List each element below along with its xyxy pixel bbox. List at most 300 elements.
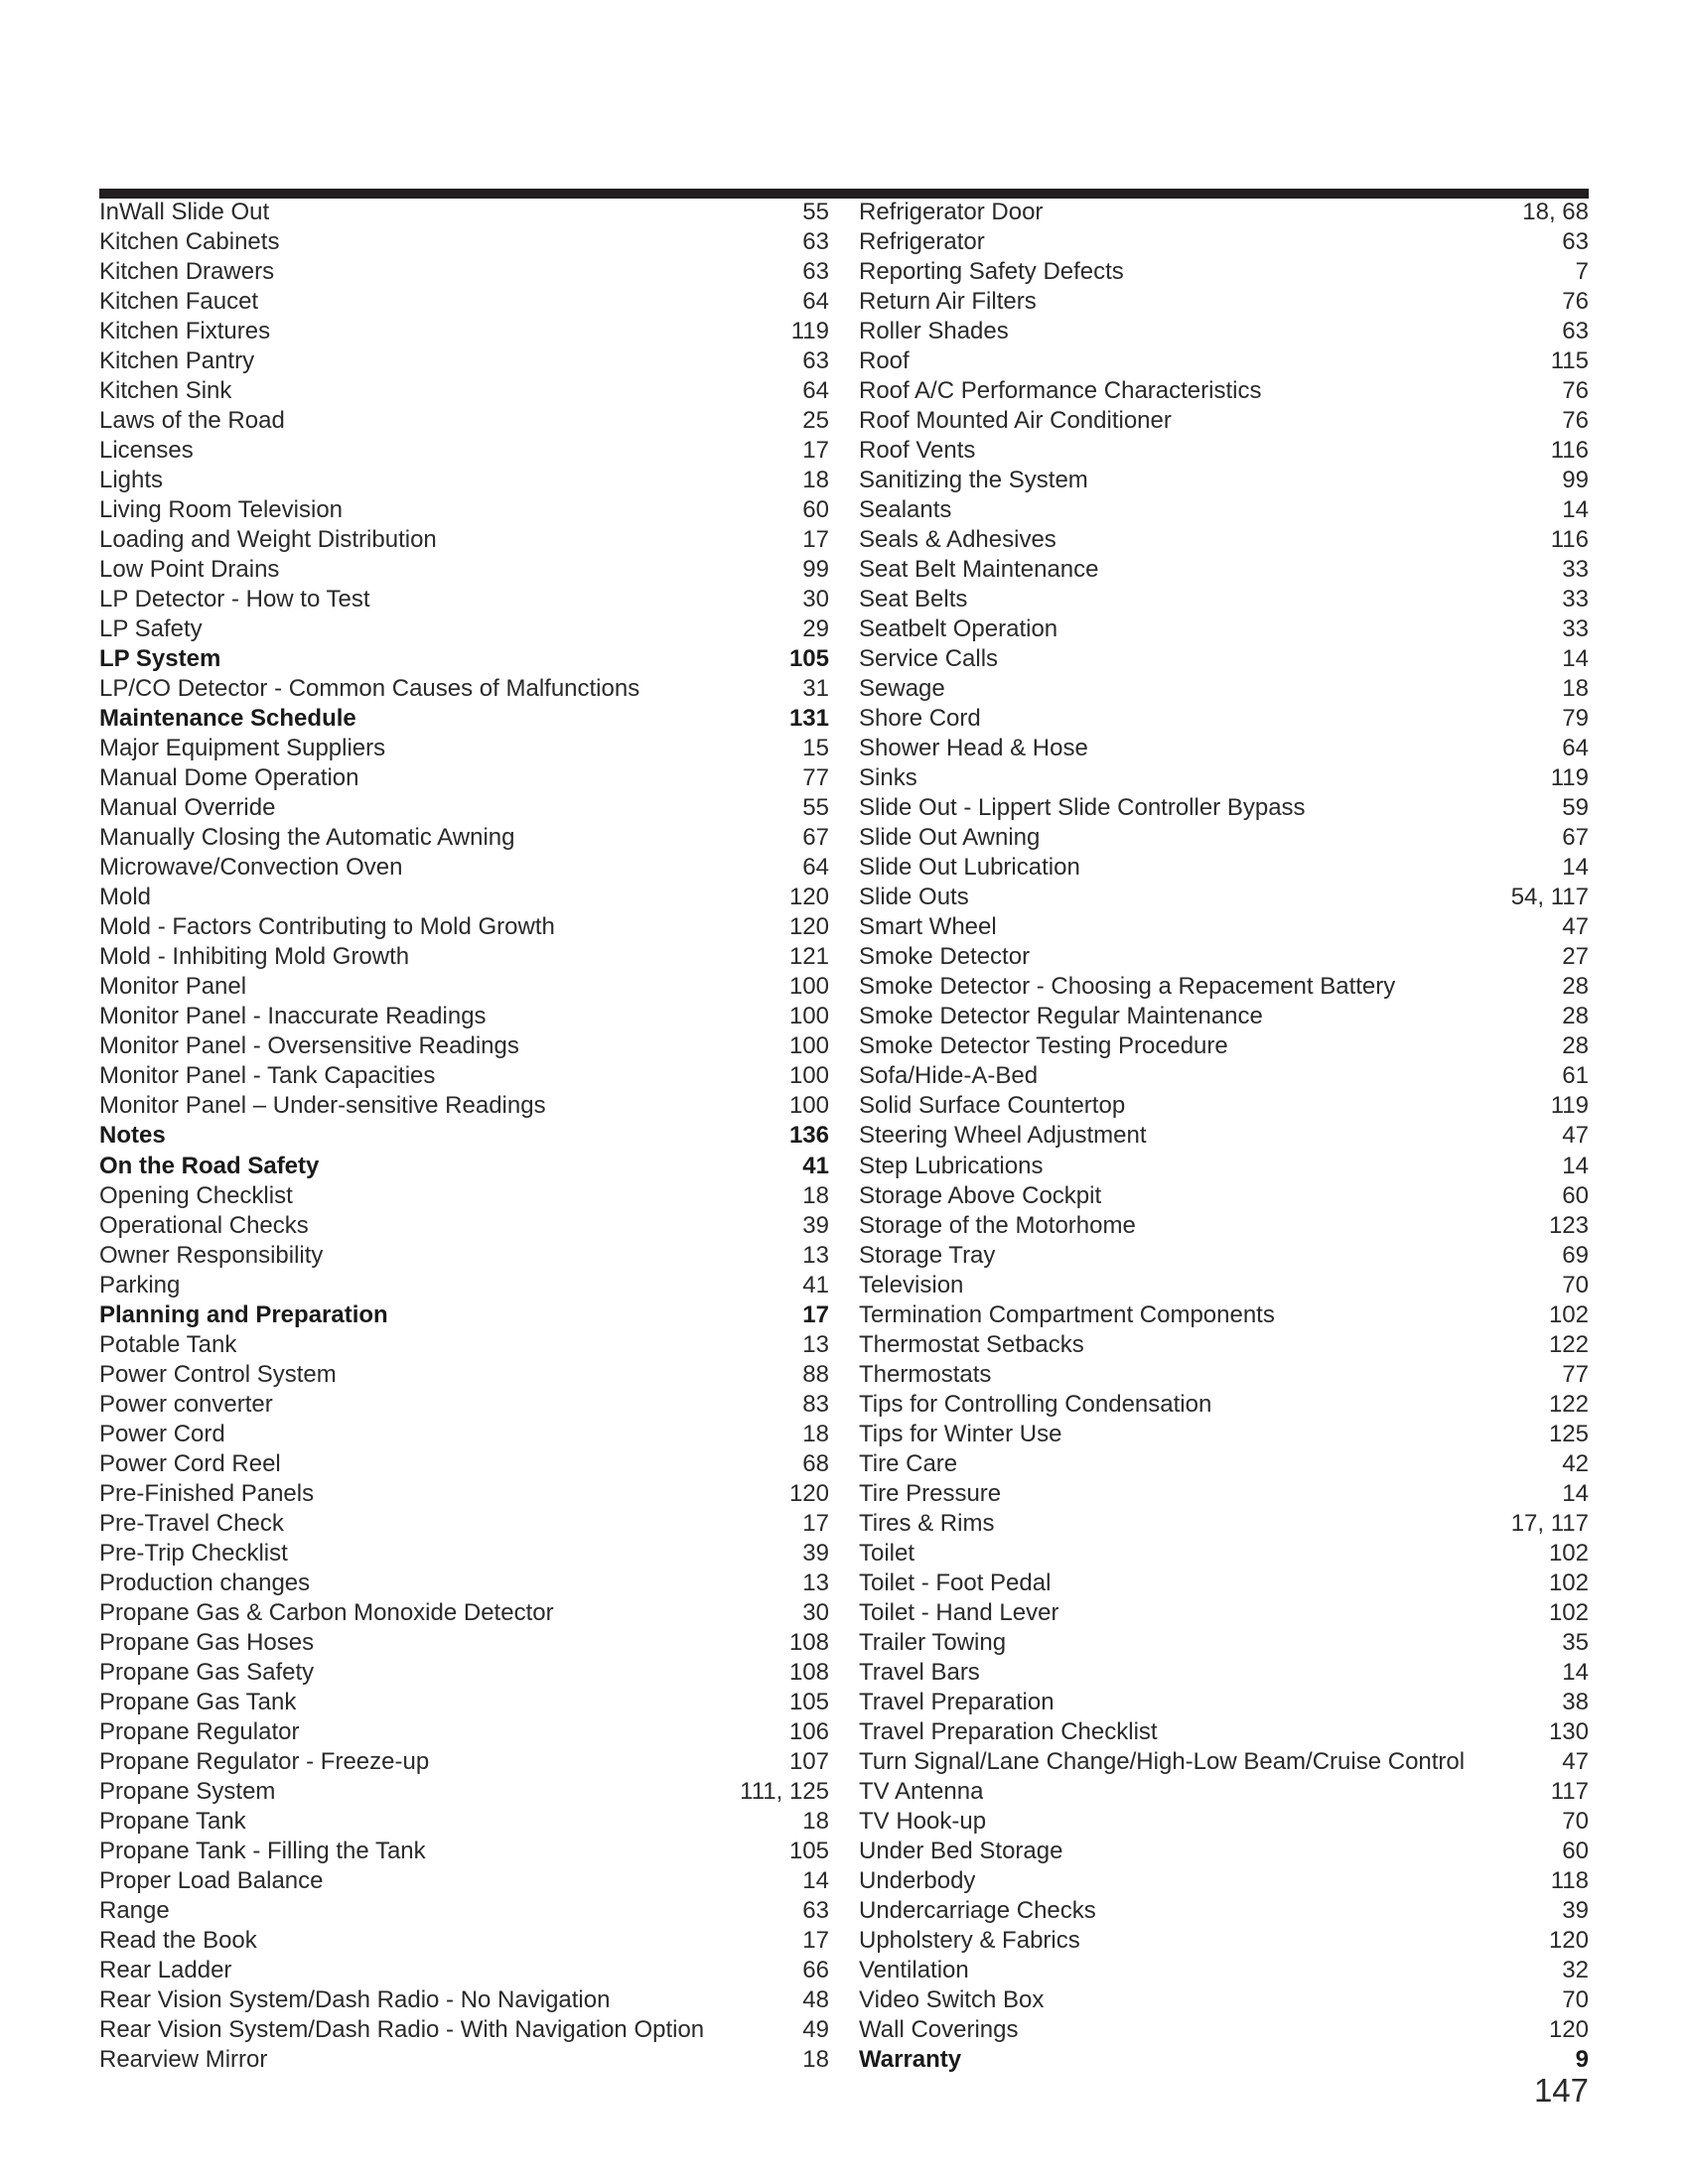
- index-entry: [859, 614, 1589, 644]
- index-entry-page: 47: [1562, 1122, 1589, 1150]
- index-entry-label: Range: [99, 1896, 170, 1924]
- index-entry: [99, 227, 829, 257]
- index-entry: [859, 287, 1589, 317]
- index-entry-page: 100: [788, 1003, 829, 1030]
- index-entry-label: Propane Gas Safety: [99, 1658, 315, 1686]
- index-entry-page: 66: [802, 1956, 829, 1983]
- index-entry-page: 63: [1562, 318, 1589, 345]
- index-entry-label: Kitchen Fixtures: [99, 318, 271, 345]
- index-entry-page: 48: [802, 1985, 829, 2013]
- index-entry-page: 102: [1548, 1598, 1589, 1626]
- index-entry-label: Kitchen Cabinets: [99, 228, 280, 256]
- index-entry-label: Propane Regulator - Freeze-up: [99, 1747, 430, 1775]
- index-entry: [99, 1211, 829, 1241]
- index-entry: [859, 883, 1589, 912]
- index-entry-label: Monitor Panel - Inaccurate Readings: [99, 1003, 487, 1030]
- index-entry: [99, 1688, 829, 1717]
- index-entry-page: 83: [802, 1390, 829, 1418]
- index-entry-label: Propane System: [99, 1777, 276, 1805]
- index-entry-page: 35: [1562, 1628, 1589, 1656]
- index-entry-label: Propane Regulator: [99, 1717, 300, 1745]
- index-entry-page: 120: [788, 1479, 829, 1507]
- index-entry: [99, 763, 829, 793]
- index-entry-label: Mold: [99, 884, 152, 911]
- index-entry: [99, 1509, 829, 1539]
- index-entry: [859, 1688, 1589, 1717]
- index-entry-label: LP Safety: [99, 615, 203, 643]
- index-entry: [859, 704, 1589, 734]
- index-entry-page: 18: [802, 467, 829, 494]
- index-entry: [859, 525, 1589, 555]
- index-entry: [859, 1985, 1589, 2015]
- index-entry-page: 67: [1562, 824, 1589, 852]
- index-entry-label: Monitor Panel: [99, 973, 247, 1001]
- index-entry: [859, 942, 1589, 972]
- index-entry-page: 117: [1550, 1777, 1589, 1805]
- index-entry-page: 17: [802, 437, 829, 465]
- index-entry-page: 33: [1562, 615, 1589, 643]
- index-entry-page: 70: [1562, 1271, 1589, 1298]
- index-entry-label: Manually Closing the Automatic Awning: [99, 824, 515, 852]
- index-entry: [859, 1420, 1589, 1449]
- index-entry: [99, 1658, 829, 1688]
- index-entry-label: Living Room Television: [99, 496, 344, 524]
- index-entry: [99, 1569, 829, 1598]
- index-entry: [859, 1926, 1589, 1956]
- index-entry: [859, 674, 1589, 704]
- index-entry-page: 55: [802, 794, 829, 822]
- index-entry: [99, 793, 829, 823]
- index-entry: [859, 2015, 1589, 2045]
- index-entry-label: Low Point Drains: [99, 556, 280, 584]
- index-entry-label: Licenses: [99, 437, 194, 465]
- index-entry-label: Step Lubrications: [859, 1152, 1044, 1179]
- index-entry-page: 25: [802, 407, 829, 435]
- index-entry-page: 136: [788, 1122, 829, 1150]
- index-entry: [99, 495, 829, 525]
- index-entry-page: 17: [802, 1926, 829, 1954]
- index-entry: [859, 644, 1589, 674]
- index-entry-page: 122: [1548, 1390, 1589, 1418]
- index-entry: [99, 1091, 829, 1121]
- index-entry: [99, 823, 829, 853]
- index-entry-label: Thermostat Setbacks: [859, 1330, 1084, 1358]
- index-entry-page: 33: [1562, 586, 1589, 614]
- index-entry: [99, 1479, 829, 1509]
- index-entry-label: Sealants: [859, 496, 952, 524]
- index-entry: [859, 198, 1589, 227]
- index-entry-page: 13: [802, 1569, 829, 1596]
- index-entry-label: Microwave/Convection Oven: [99, 854, 403, 882]
- index-entry: [99, 436, 829, 466]
- index-entry: [99, 585, 829, 614]
- index-entry-page: 39: [802, 1539, 829, 1567]
- index-entry-label: Manual Override: [99, 794, 276, 822]
- index-entry-page: 77: [802, 764, 829, 792]
- index-entry: [859, 1300, 1589, 1330]
- page-number: 147: [1533, 2072, 1589, 2109]
- index-entry-page: 15: [802, 735, 829, 762]
- index-entry-page: 9: [1575, 2045, 1589, 2073]
- index-entry-page: 13: [802, 1241, 829, 1269]
- index-entry: [859, 1360, 1589, 1390]
- index-entry-page: 88: [802, 1360, 829, 1388]
- index-entry-label: Pre-Travel Check: [99, 1509, 284, 1537]
- index-entry-page: 29: [802, 615, 829, 643]
- index-entry-label: Opening Checklist: [99, 1181, 293, 1209]
- index-entry-page: 63: [1562, 228, 1589, 256]
- index-entry: [859, 734, 1589, 763]
- index-entry-label: Ventilation: [859, 1956, 969, 1983]
- index-entry-label: Seat Belts: [859, 586, 968, 614]
- index-entry-page: 105: [788, 1837, 829, 1864]
- index-entry: [859, 585, 1589, 614]
- index-entry-page: 64: [802, 288, 829, 316]
- index-entry: [859, 853, 1589, 883]
- index-entry: [99, 1837, 829, 1866]
- index-entry-label: Rear Ladder: [99, 1956, 232, 1983]
- index-entry: [99, 406, 829, 436]
- index-entry-label: Propane Tank - Filling the Tank: [99, 1837, 426, 1864]
- index-entry: [99, 2045, 829, 2075]
- index-entry-page: 77: [1562, 1360, 1589, 1388]
- index-entry-page: 100: [788, 1092, 829, 1120]
- index-entry-page: 79: [1562, 705, 1589, 733]
- index-entry: [859, 793, 1589, 823]
- index-entry: [99, 1956, 829, 1985]
- index-entry: [99, 1896, 829, 1926]
- index-entry-page: 107: [788, 1747, 829, 1775]
- index-entry-page: 28: [1562, 1003, 1589, 1030]
- index-entry: [99, 1152, 829, 1181]
- index-entry: [859, 1598, 1589, 1628]
- index-entry-page: 42: [1562, 1449, 1589, 1477]
- index-entry: [859, 346, 1589, 376]
- index-entry-label: Upholstery & Fabrics: [859, 1926, 1080, 1954]
- index-entry-label: Notes: [99, 1122, 166, 1150]
- index-entry-label: Underbody: [859, 1866, 976, 1894]
- index-entry-page: 59: [1562, 794, 1589, 822]
- index-entry-page: 39: [1562, 1896, 1589, 1924]
- index-entry-label: Wall Coverings: [859, 2015, 1019, 2043]
- index-entry: [99, 1061, 829, 1091]
- index-entry: [859, 406, 1589, 436]
- index-entry: [99, 1330, 829, 1360]
- index-entry-label: Slide Out - Lippert Slide Controller Bypass: [859, 794, 1306, 822]
- index-entry-page: 61: [1562, 1062, 1589, 1090]
- index-entry: [99, 1747, 829, 1777]
- index-entry-label: Monitor Panel - Tank Capacities: [99, 1062, 436, 1090]
- index-entry-label: Smoke Detector - Choosing a Repacement Battery: [859, 973, 1396, 1001]
- index-entry-label: Manual Dome Operation: [99, 764, 359, 792]
- index-entry: [99, 198, 829, 227]
- index-entry-page: 14: [802, 1866, 829, 1894]
- index-entry: [859, 1658, 1589, 1688]
- index-entry-page: 30: [802, 586, 829, 614]
- index-entry: [99, 555, 829, 585]
- index-entry-label: Return Air Filters: [859, 288, 1037, 316]
- index-entry-page: 55: [802, 199, 829, 225]
- index-entry-label: TV Antenna: [859, 1777, 984, 1805]
- index-entry: [99, 1628, 829, 1658]
- index-entry-page: 41: [802, 1271, 829, 1298]
- index-entry-page: 18: [802, 1807, 829, 1835]
- index-entry: [99, 346, 829, 376]
- index-entry: [99, 1539, 829, 1569]
- index-entry-label: Smoke Detector Testing Procedure: [859, 1032, 1228, 1060]
- index-entry-label: Seals & Adhesives: [859, 526, 1056, 554]
- index-entry-page: 100: [788, 973, 829, 1001]
- index-entry-label: Production changes: [99, 1569, 311, 1596]
- index-entry-label: Under Bed Storage: [859, 1837, 1063, 1864]
- index-entry-label: Storage Above Cockpit: [859, 1181, 1102, 1209]
- index-entry: [99, 525, 829, 555]
- index-entry: [859, 1866, 1589, 1896]
- index-entry: [99, 1420, 829, 1449]
- index-entry-label: Seat Belt Maintenance: [859, 556, 1099, 584]
- index-entry: [99, 1807, 829, 1837]
- index-entry: [859, 376, 1589, 406]
- index-entry: [859, 1061, 1589, 1091]
- index-entry-page: 7: [1575, 258, 1589, 286]
- index-entry-page: 64: [802, 854, 829, 882]
- index-entry-page: 63: [802, 228, 829, 256]
- index-entry-label: Sinks: [859, 764, 917, 792]
- index-entry-page: 14: [1562, 645, 1589, 673]
- index-entry-label: Roof Mounted Air Conditioner: [859, 407, 1172, 435]
- index-entry-page: 118: [1550, 1866, 1589, 1894]
- index-entry-page: 70: [1562, 1807, 1589, 1835]
- index-entry: [99, 734, 829, 763]
- index-entry-page: 31: [802, 675, 829, 703]
- index-entry-label: Laws of the Road: [99, 407, 285, 435]
- index-entry-label: Sanitizing the System: [859, 467, 1088, 494]
- index-entry: [859, 257, 1589, 287]
- index-entry: [859, 1896, 1589, 1926]
- index-entry-label: On the Road Safety: [99, 1152, 320, 1179]
- index-entry: [859, 1091, 1589, 1121]
- index-entry-label: Undercarriage Checks: [859, 1896, 1096, 1924]
- index-entry: [99, 853, 829, 883]
- index-entry-page: 14: [1562, 496, 1589, 524]
- index-entry-label: Turn Signal/Lane Change/High-Low Beam/Cruise Control: [859, 1747, 1466, 1775]
- index-entry: [99, 1002, 829, 1031]
- index-entry-label: Travel Preparation: [859, 1688, 1055, 1715]
- index-entry-label: Proper Load Balance: [99, 1866, 324, 1894]
- index-entry: [859, 555, 1589, 585]
- index-entry-label: Tire Care: [859, 1449, 958, 1477]
- index-entry-page: 18: [802, 1420, 829, 1447]
- index-entry: [99, 1241, 829, 1271]
- index-entry: [859, 495, 1589, 525]
- index-entry-label: Storage of the Motorhome: [859, 1211, 1136, 1239]
- index-entry-label: Operational Checks: [99, 1211, 309, 1239]
- index-entry: [859, 912, 1589, 942]
- index-entry-page: 17, 117: [1510, 1509, 1589, 1537]
- index-entry-label: Refrigerator: [859, 228, 985, 256]
- index-entry-label: Rear Vision System/Dash Radio - No Navigation: [99, 1985, 611, 2013]
- index-entry-page: 111, 125: [740, 1777, 829, 1805]
- index-entry-page: 130: [1548, 1717, 1589, 1745]
- index-entry: [859, 1837, 1589, 1866]
- index-entry-page: 60: [802, 496, 829, 524]
- index-column-right: [859, 198, 1589, 2075]
- index-entry-label: Tires & Rims: [859, 1509, 995, 1537]
- index-entry: [859, 466, 1589, 495]
- index-entry-page: 28: [1562, 973, 1589, 1001]
- index-entry-page: 30: [802, 1598, 829, 1626]
- index-entry-label: Smoke Detector Regular Maintenance: [859, 1003, 1263, 1030]
- index-entry: [859, 1002, 1589, 1031]
- index-entry: [99, 1181, 829, 1211]
- index-entry-page: 54, 117: [1510, 884, 1589, 911]
- index-entry-page: 18: [802, 2045, 829, 2073]
- index-entry-page: 102: [1548, 1569, 1589, 1596]
- index-entry: [99, 317, 829, 346]
- index-entry-page: 99: [802, 556, 829, 584]
- index-entry-label: Steering Wheel Adjustment: [859, 1122, 1147, 1150]
- index-entry-page: 102: [1548, 1300, 1589, 1328]
- index-entry-label: LP System: [99, 645, 221, 673]
- index-entry-label: Storage Tray: [859, 1241, 996, 1269]
- index-entry-page: 39: [802, 1211, 829, 1239]
- index-entry-label: Propane Gas Tank: [99, 1688, 297, 1715]
- index-entry-label: Power Cord Reel: [99, 1449, 281, 1477]
- index-entry-label: Rear Vision System/Dash Radio - With Navigation Option: [99, 2015, 705, 2043]
- index-entry-label: Reporting Safety Defects: [859, 258, 1124, 286]
- index-entry-label: Propane Tank: [99, 1807, 246, 1835]
- index-entry: [99, 644, 829, 674]
- index-entry-page: 119: [1550, 764, 1589, 792]
- index-entry: [859, 317, 1589, 346]
- index-entry-page: 17: [802, 1509, 829, 1537]
- index-entry-page: 28: [1562, 1032, 1589, 1060]
- index-entry-page: 120: [788, 913, 829, 941]
- index-entry-page: 108: [788, 1628, 829, 1656]
- index-entry-page: 76: [1562, 407, 1589, 435]
- index-entry: [99, 972, 829, 1002]
- index-entry: [859, 2045, 1589, 2075]
- index-entry: [859, 1807, 1589, 1837]
- index-entry-page: 14: [1562, 1658, 1589, 1686]
- index-entry-page: 18: [1562, 675, 1589, 703]
- index-entry-page: 125: [1548, 1420, 1589, 1447]
- index-entry-label: Toilet - Hand Lever: [859, 1598, 1059, 1626]
- index-entry-label: Potable Tank: [99, 1330, 237, 1358]
- index-entry-label: Pre-Trip Checklist: [99, 1539, 288, 1567]
- index-entry: [99, 942, 829, 972]
- index-entry-page: 18: [802, 1181, 829, 1209]
- index-entry-label: Shore Cord: [859, 705, 981, 733]
- index-entry: [859, 1181, 1589, 1211]
- index-entry-label: Roof Vents: [859, 437, 976, 465]
- index-entry-label: Refrigerator Door: [859, 199, 1044, 225]
- index-entry-label: Planning and Preparation: [99, 1300, 388, 1328]
- index-entry-page: 120: [1548, 1926, 1589, 1954]
- index-entry-label: Toilet: [859, 1539, 915, 1567]
- index-entry-label: Warranty: [859, 2045, 962, 2073]
- index-entry: [99, 1360, 829, 1390]
- index-entry-label: Lights: [99, 467, 164, 494]
- index-entry-page: 122: [1548, 1330, 1589, 1358]
- index-entry: [99, 466, 829, 495]
- index-entry-page: 116: [1550, 526, 1589, 554]
- index-entry-page: 70: [1562, 1985, 1589, 2013]
- index-entry-page: 17: [802, 1300, 829, 1328]
- index-entry-label: Power Control System: [99, 1360, 337, 1388]
- index-entry: [859, 1271, 1589, 1300]
- index-entry-page: 119: [1550, 1092, 1589, 1120]
- index-entry-label: Monitor Panel – Under-sensitive Readings: [99, 1092, 546, 1120]
- index-entry-label: Power Cord: [99, 1420, 225, 1447]
- index-entry: [859, 1509, 1589, 1539]
- index-entry-page: 69: [1562, 1241, 1589, 1269]
- index-entry-page: 105: [788, 645, 829, 673]
- index-entry-page: 120: [1548, 2015, 1589, 2043]
- index-entry-page: 38: [1562, 1688, 1589, 1715]
- index-entry-label: Shower Head & Hose: [859, 735, 1088, 762]
- index-entry-label: Video Switch Box: [859, 1985, 1045, 2013]
- index-entry-label: Mold - Factors Contributing to Mold Growth: [99, 913, 555, 941]
- index-entry: [99, 883, 829, 912]
- index-entry-page: 63: [802, 258, 829, 286]
- index-entry-page: 100: [788, 1032, 829, 1060]
- index-entry-label: Slide Out Lubrication: [859, 854, 1080, 882]
- index-entry: [859, 1956, 1589, 1985]
- index-entry-page: 76: [1562, 377, 1589, 405]
- index-entry: [99, 704, 829, 734]
- index-entry-label: Owner Responsibility: [99, 1241, 324, 1269]
- index-entry-page: 47: [1562, 1747, 1589, 1775]
- index-entry-label: Read the Book: [99, 1926, 257, 1954]
- index-entry-label: LP Detector - How to Test: [99, 586, 370, 614]
- index-entry-label: Kitchen Pantry: [99, 347, 255, 375]
- index-entry-label: Smoke Detector: [859, 943, 1031, 971]
- index-entry-label: Slide Out Awning: [859, 824, 1041, 852]
- index-entry-page: 64: [802, 377, 829, 405]
- index-entry-label: Smart Wheel: [859, 913, 997, 941]
- index-entry-label: Toilet - Foot Pedal: [859, 1569, 1052, 1596]
- index-entry-page: 105: [788, 1688, 829, 1715]
- index-entry-label: Monitor Panel - Oversensitive Readings: [99, 1032, 519, 1060]
- index-entry-page: 102: [1548, 1539, 1589, 1567]
- index-entry-label: Tips for Controlling Condensation: [859, 1390, 1212, 1418]
- index-entry-page: 17: [802, 526, 829, 554]
- index-entry-label: Roof: [859, 347, 910, 375]
- index-entry: [859, 1152, 1589, 1181]
- index-entry: [859, 1569, 1589, 1598]
- index-entry-page: 76: [1562, 288, 1589, 316]
- index-entry-label: Roof A/C Performance Characteristics: [859, 377, 1262, 405]
- index-entry-label: LP/CO Detector - Common Causes of Malfunctions: [99, 675, 640, 703]
- index-entry: [99, 912, 829, 942]
- index-entry: [99, 1031, 829, 1061]
- index-entry-label: Trailer Towing: [859, 1628, 1007, 1656]
- index-entry-label: Kitchen Drawers: [99, 258, 275, 286]
- index-entry: [859, 1390, 1589, 1420]
- index-entry-page: 119: [790, 318, 829, 345]
- index-entry: [859, 1330, 1589, 1360]
- index-entry: [99, 1926, 829, 1956]
- index-entry-page: 33: [1562, 556, 1589, 584]
- index-entry-page: 115: [1550, 347, 1589, 375]
- index-entry-label: Propane Gas Hoses: [99, 1628, 315, 1656]
- index-entry-page: 131: [788, 705, 829, 733]
- index-entry-page: 14: [1562, 1152, 1589, 1179]
- index-entry-page: 14: [1562, 1479, 1589, 1507]
- index-entry: [859, 1031, 1589, 1061]
- index-entry: [99, 287, 829, 317]
